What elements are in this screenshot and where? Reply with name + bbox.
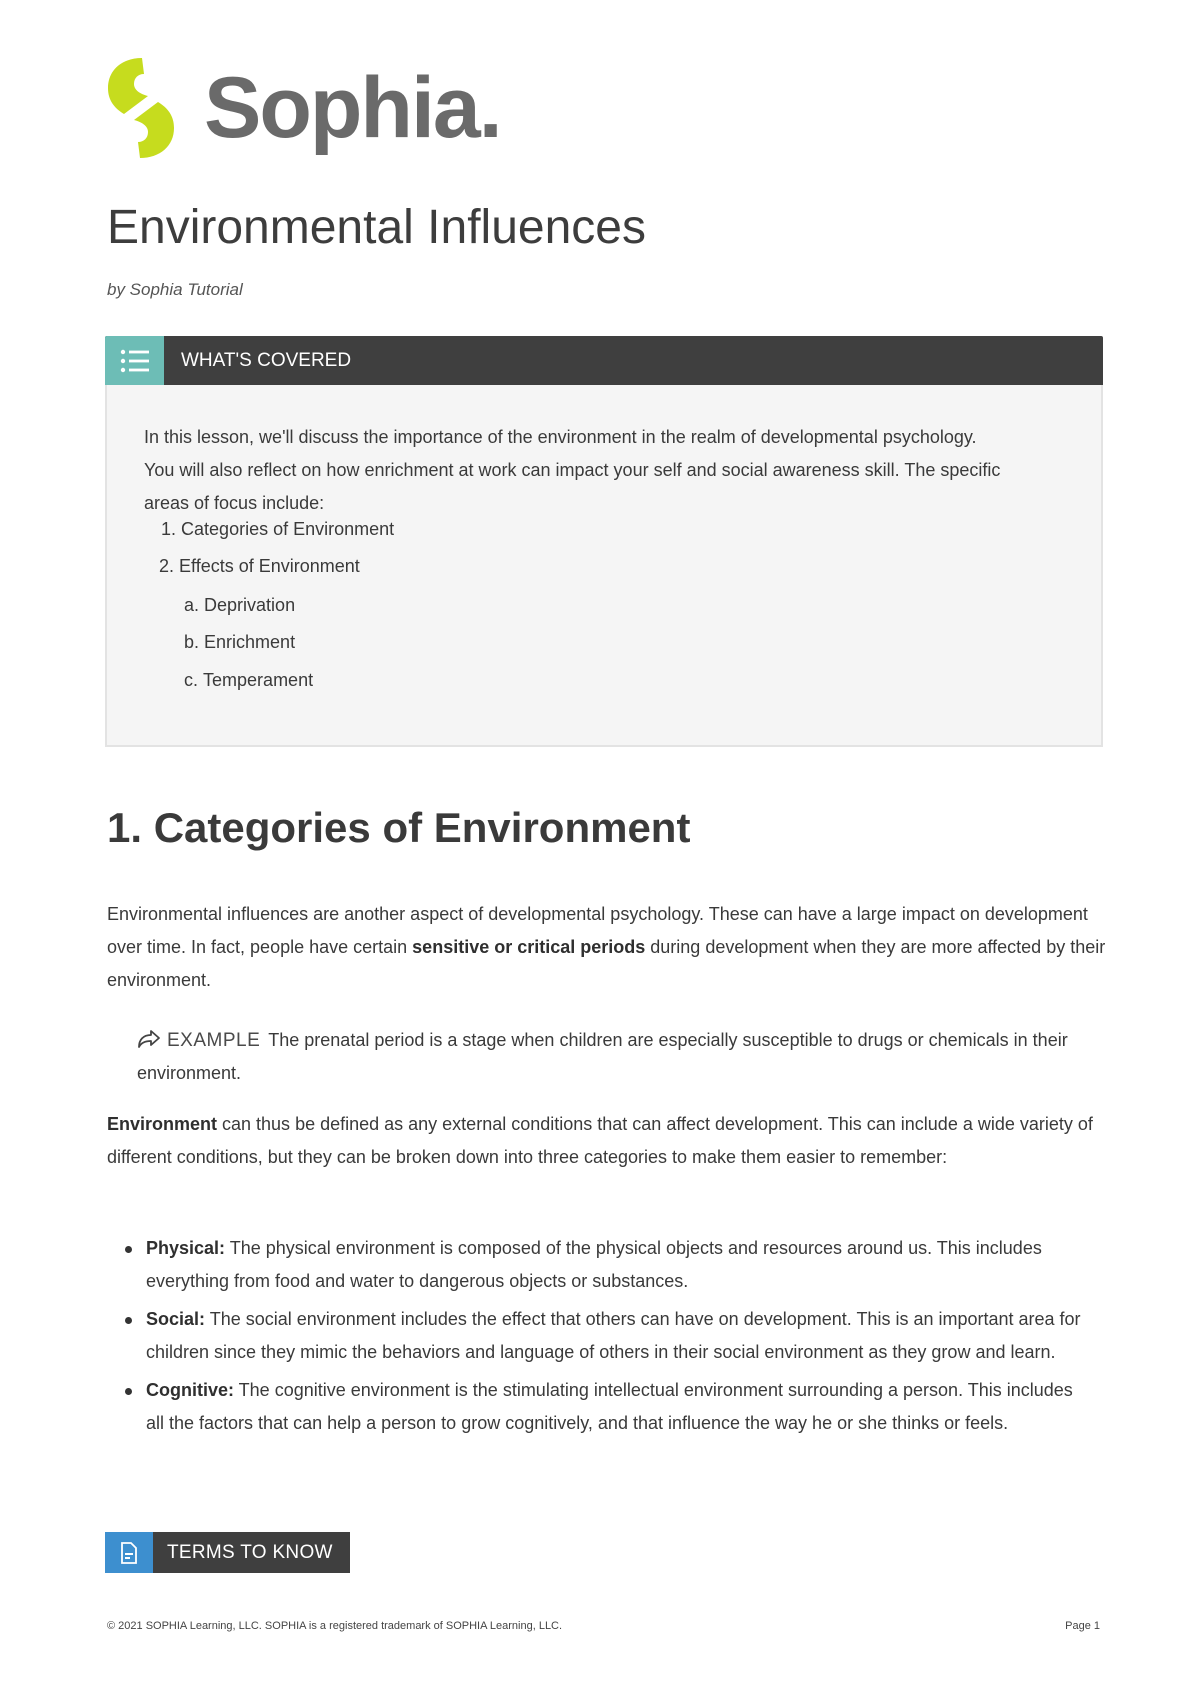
covered-subitem: b. Enrichment <box>184 632 296 652</box>
list-icon <box>105 336 164 385</box>
covered-item: 2. Effects of Environment <box>159 556 360 576</box>
list-item: Cognitive: The cognitive environment is the stimulating intellectual environment surrounding a person. This includes all the factors that can help a person to grow cognitively, and that influence the way he or she thinks or feels. <box>107 1374 1087 1440</box>
example-text: The prenatal period is a stage when children are especially susceptible to drugs or chemicals in their environment. <box>137 1030 1068 1083</box>
whats-covered-box <box>105 336 1103 747</box>
covered-intro-text: In this lesson, we'll discuss the importance of the environment in the realm of developmental psychology. You will also reflect on how enrichment at work can impact your self and social awareness skill. The specific areas of focus include: <box>144 427 1001 513</box>
footer-copyright: © 2021 SOPHIA Learning, LLC. SOPHIA is a registered trademark of SOPHIA Learning, LLC. <box>107 1620 563 1632</box>
covered-subitem: a. Deprivation <box>184 595 296 615</box>
page-number: Page 1 <box>1065 1620 1100 1632</box>
brand-name: Sophia. <box>204 60 501 156</box>
sophia-logo-mark-icon <box>104 56 178 160</box>
example-callout <box>137 1024 1077 1090</box>
section-heading: 1. Categories of Environment <box>107 804 691 851</box>
sophia-logo <box>104 56 501 160</box>
terms-to-know-label: TERMS TO KNOW <box>153 1532 350 1573</box>
section-paragraph: Environmental influences are another aspect of developmental psychology. These can have a large impact on development over time. In fact, people have certain sensitive or critical periods during development when they are more affected by their environment. <box>107 904 1106 990</box>
category-list <box>107 1232 1087 1445</box>
terms-to-know-header <box>105 1532 350 1573</box>
document-icon <box>105 1532 153 1573</box>
covered-item: 1. Categories of Environment <box>161 519 395 539</box>
byline: by Sophia Tutorial <box>107 280 243 299</box>
section-paragraph: Environment can thus be defined as any external conditions that can affect development. This can include a wide variety of different conditions, but they can be broken down into three categories to make them easier to remember: <box>107 1114 1093 1167</box>
list-item: Physical: The physical environment is composed of the physical objects and resources around us. This includes everything from food and water to dangerous objects or substances. <box>107 1232 1087 1298</box>
list-item: Social: The social environment includes the effect that others can have on development. This is an important area for children since they mimic the behaviors and language of others in their social environment as they grow and learn. <box>107 1303 1087 1369</box>
covered-subitem: c. Temperament <box>184 670 314 690</box>
key-term: Environment <box>107 1114 218 1134</box>
example-label: EXAMPLE <box>167 1030 261 1051</box>
whats-covered-body <box>105 385 1103 747</box>
page-title: Environmental Influences <box>107 201 646 254</box>
whats-covered-header <box>105 336 1103 385</box>
whats-covered-label: WHAT'S COVERED <box>181 349 352 371</box>
share-arrow-icon <box>137 1029 161 1049</box>
key-term: sensitive or critical periods <box>412 937 646 957</box>
